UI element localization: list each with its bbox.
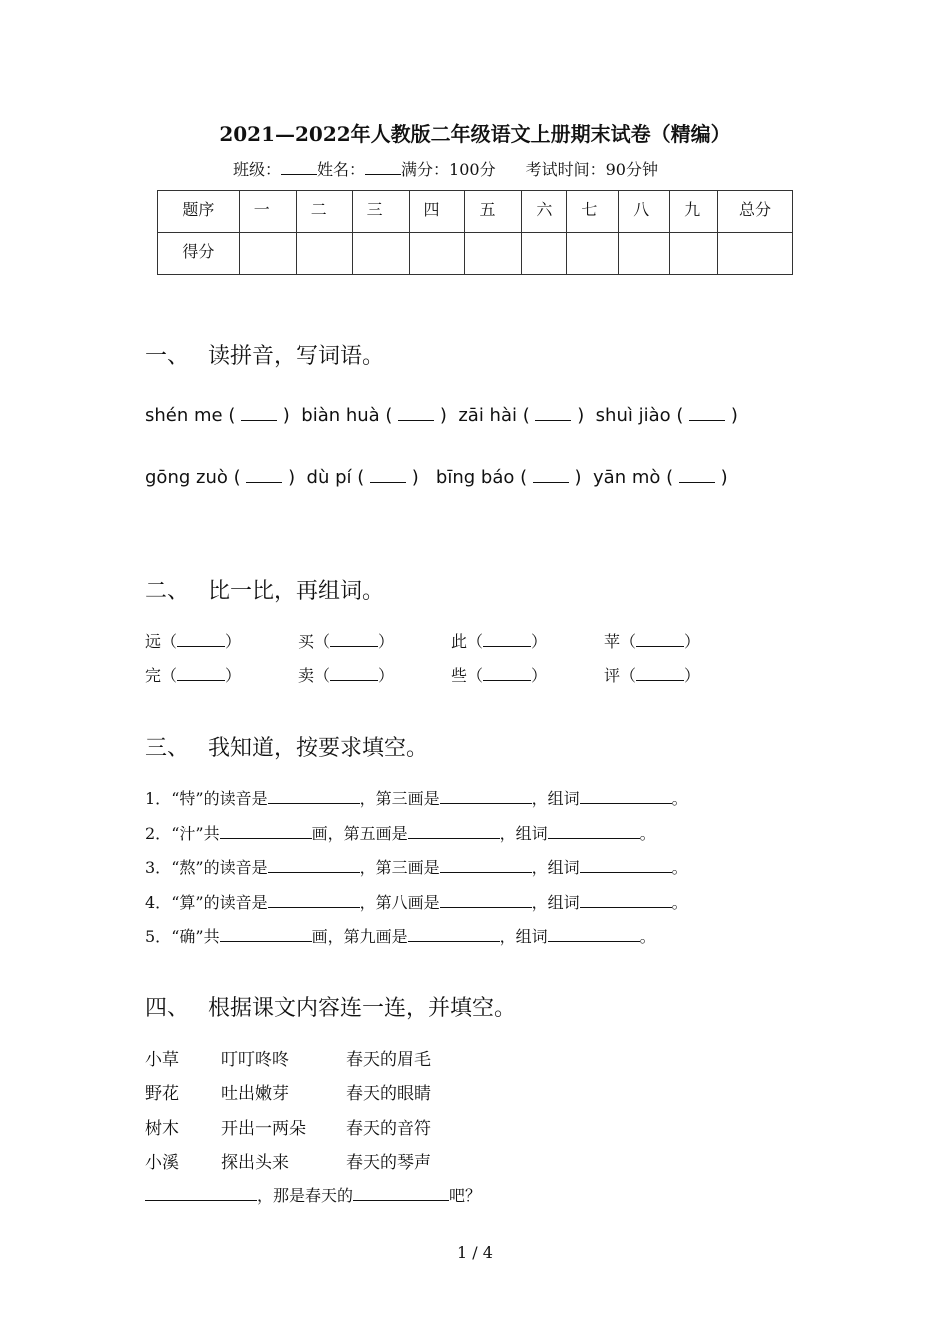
closing-sentence: ，那是春天的 吧？ (145, 1183, 481, 1206)
match-right[interactable]: 春天的眼睛 (346, 1084, 431, 1104)
score-cell[interactable] (619, 233, 670, 275)
score-table (157, 190, 793, 275)
score-cell[interactable] (567, 233, 619, 275)
answer-blank[interactable] (268, 858, 360, 873)
pinyin-row-1: shén me ( ) biàn huà ( ) zāi hài ( ) shuì jiào ( ) (145, 405, 738, 426)
score-cell[interactable] (296, 233, 352, 275)
col-header-total: 总分 (718, 191, 793, 233)
score-cell[interactable] (465, 233, 522, 275)
match-right[interactable]: 春天的眉毛 (346, 1050, 431, 1070)
score-cell[interactable] (352, 233, 409, 275)
answer-blank[interactable] (398, 406, 434, 421)
score-cell[interactable] (522, 233, 567, 275)
class-blank[interactable] (281, 160, 317, 175)
row-label-order: 题序 (158, 191, 240, 233)
compare-item: 评（ ） (604, 666, 701, 685)
match-middle[interactable]: 吐出嫩芽 (221, 1084, 289, 1104)
answer-blank[interactable] (679, 468, 715, 483)
answer-blank[interactable] (408, 824, 500, 839)
fill-item: 5．“确”共 画，第九画是 ，组词 。 (145, 927, 656, 946)
answer-blank[interactable] (483, 634, 531, 647)
exam-info (233, 157, 658, 180)
section-title: 比一比，再组词。 (208, 579, 385, 604)
answer-blank[interactable] (580, 789, 672, 804)
pinyin: dù pí (306, 467, 352, 488)
pinyin: yān mò (593, 467, 661, 488)
exam-time: 考试时间：90分钟 (525, 160, 658, 179)
answer-blank[interactable] (533, 468, 569, 483)
answer-blank[interactable] (177, 668, 225, 681)
page-number: 1 / 4 (457, 1243, 493, 1262)
page-title: 2021—2022年人教版二年级语文上册期末试卷（精编） (219, 122, 731, 146)
pinyin: bīng báo (435, 467, 515, 488)
answer-blank[interactable] (440, 893, 532, 908)
section-title: 读拼音，写词语。 (208, 344, 385, 369)
answer-blank[interactable] (548, 927, 640, 942)
compare-item: 卖（ ） (298, 666, 395, 685)
full-score: 满分：100分 (401, 160, 496, 179)
col-header: 三 (352, 191, 409, 233)
col-header: 二 (296, 191, 352, 233)
answer-blank[interactable] (145, 1186, 257, 1201)
section4-heading (145, 991, 516, 1022)
compare-item: 完（ ） (145, 666, 242, 685)
answer-blank[interactable] (241, 406, 277, 421)
col-header: 一 (239, 191, 296, 233)
col-header: 五 (465, 191, 522, 233)
fill-item: 3．“熬”的读音是 ，第三画是 ，组词 。 (145, 858, 688, 877)
answer-blank[interactable] (535, 406, 571, 421)
compare-item: 苹（ ） (604, 632, 701, 651)
score-cell[interactable] (409, 233, 465, 275)
answer-blank[interactable] (689, 406, 725, 421)
answer-blank[interactable] (636, 668, 684, 681)
pinyin-row-2: gōng zuò ( ) dù pí ( ) bīng báo ( ) yān mò ( ) (145, 467, 728, 488)
col-header: 四 (409, 191, 465, 233)
col-header: 七 (567, 191, 619, 233)
name-label: 姓名： (317, 160, 366, 179)
answer-blank[interactable] (353, 1186, 449, 1201)
pinyin: biàn huà (301, 405, 380, 426)
answer-blank[interactable] (636, 634, 684, 647)
match-middle[interactable]: 叮叮咚咚 (221, 1050, 289, 1070)
col-header: 八 (619, 191, 670, 233)
match-middle[interactable]: 探出头来 (221, 1153, 289, 1173)
section-title: 我知道，按要求填空。 (208, 736, 429, 761)
name-blank[interactable] (365, 160, 401, 175)
answer-blank[interactable] (370, 468, 406, 483)
section-number: 三、 (145, 736, 190, 761)
score-table-score-row (158, 233, 793, 275)
match-right[interactable]: 春天的音符 (346, 1119, 431, 1139)
section2-heading (145, 574, 384, 605)
answer-blank[interactable] (408, 927, 500, 942)
class-label: 班级： (233, 160, 282, 179)
answer-blank[interactable] (268, 789, 360, 804)
row-label-score: 得分 (158, 233, 240, 275)
col-header: 九 (670, 191, 718, 233)
answer-blank[interactable] (220, 927, 312, 942)
match-right[interactable]: 春天的琴声 (346, 1153, 431, 1173)
answer-blank[interactable] (246, 468, 282, 483)
section-number: 二、 (145, 579, 190, 604)
answer-blank[interactable] (483, 668, 531, 681)
score-cell[interactable] (670, 233, 718, 275)
pinyin: zāi hài (458, 405, 517, 426)
answer-blank[interactable] (177, 634, 225, 647)
match-left[interactable]: 小草 (145, 1050, 179, 1070)
section-number: 四、 (145, 996, 190, 1021)
pinyin: shuì jiào (595, 405, 671, 426)
answer-blank[interactable] (330, 668, 378, 681)
answer-blank[interactable] (220, 824, 312, 839)
match-left[interactable]: 野花 (145, 1084, 179, 1104)
compare-item: 些（ ） (451, 666, 548, 685)
section-number: 一、 (145, 344, 190, 369)
answer-blank[interactable] (580, 858, 672, 873)
fill-item: 4．“算”的读音是 ，第八画是 ，组词 。 (145, 893, 688, 912)
score-table-header-row (158, 191, 793, 233)
score-cell-total[interactable] (718, 233, 793, 275)
answer-blank[interactable] (440, 858, 532, 873)
col-header: 六 (522, 191, 567, 233)
compare-item: 买（ ） (298, 632, 395, 651)
answer-blank[interactable] (440, 789, 532, 804)
score-cell[interactable] (239, 233, 296, 275)
fill-item: 2．“汁”共 画，第五画是 ，组词 。 (145, 824, 656, 843)
match-left[interactable]: 小溪 (145, 1153, 179, 1173)
answer-blank[interactable] (330, 634, 378, 647)
answer-blank[interactable] (548, 824, 640, 839)
pinyin: gōng zuò (145, 467, 228, 488)
section3-heading (145, 731, 428, 762)
compare-item: 远（ ） (145, 632, 242, 651)
match-left[interactable]: 树木 (145, 1119, 179, 1139)
compare-item: 此（ ） (451, 632, 548, 651)
fill-item: 1．“特”的读音是 ，第三画是 ，组词 。 (145, 789, 688, 808)
answer-blank[interactable] (268, 893, 360, 908)
section1-heading (145, 339, 384, 370)
section-title: 根据课文内容连一连，并填空。 (208, 996, 517, 1021)
pinyin: shén me (145, 405, 223, 426)
answer-blank[interactable] (580, 893, 672, 908)
match-middle[interactable]: 开出一两朵 (221, 1119, 306, 1139)
